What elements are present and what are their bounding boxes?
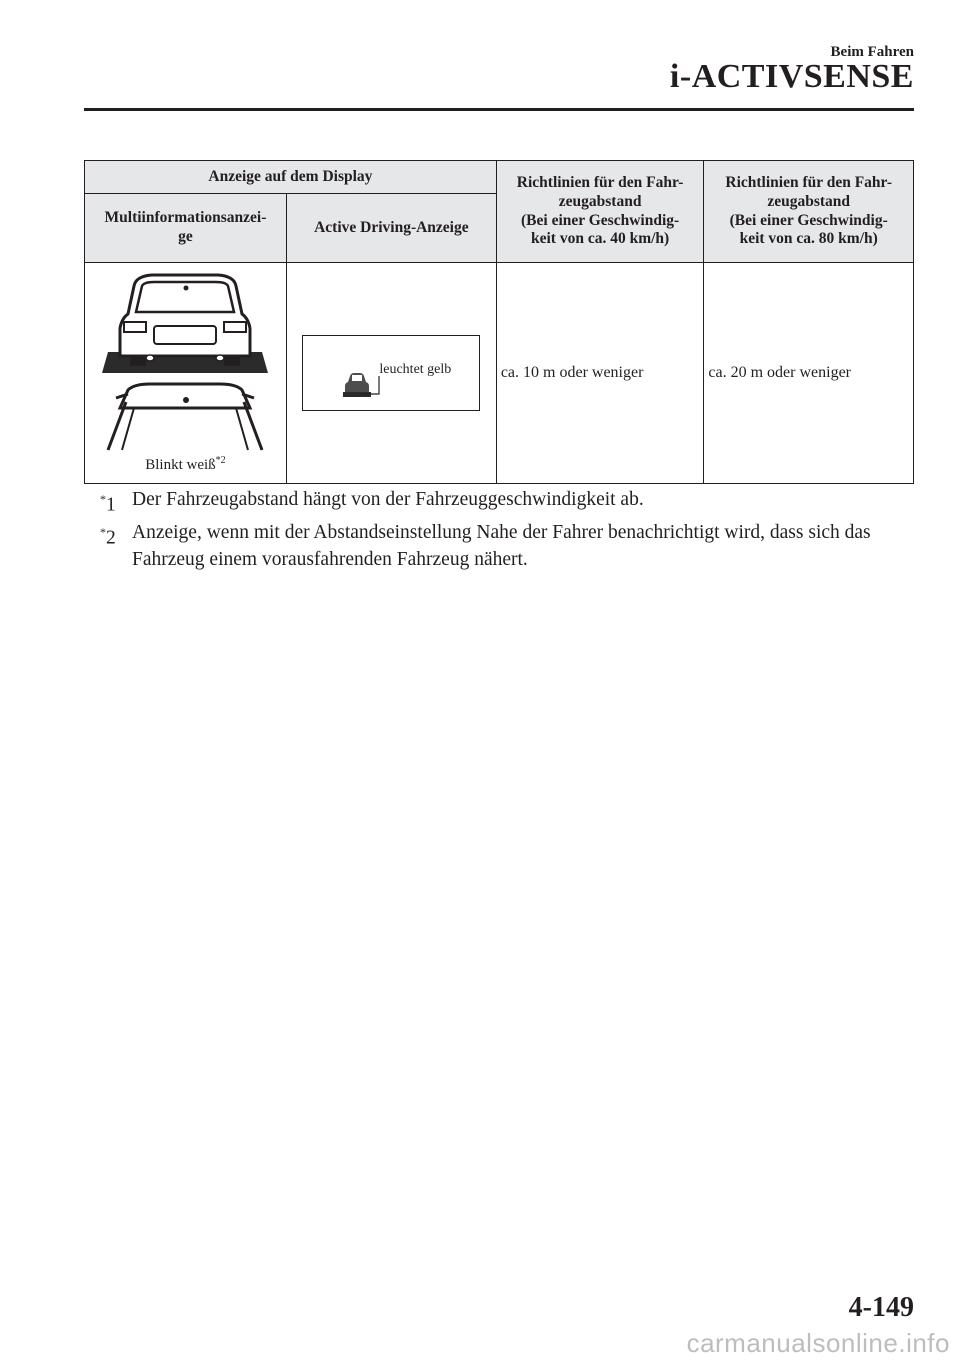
- header-guide-40: Richtlinien für den Fahr- zeugabstand (Bei einer Geschwindig- keit von ca. 40 km/h): [496, 161, 704, 263]
- header-guide-80: Richtlinien für den Fahr- zeugabstand (Bei einer Geschwindig- keit von ca. 80 km/h): [704, 161, 914, 263]
- footnote-1: [100, 486, 920, 519]
- multi-info-figure-cell: [85, 263, 287, 484]
- footnote-mark: *: [100, 524, 106, 539]
- distance-table: [84, 160, 914, 484]
- chapter-title: i-ACTIVSENSE: [669, 58, 914, 95]
- distance-40-cell: ca. 10 m oder weniger: [496, 263, 704, 484]
- active-driving-cell: [286, 263, 496, 484]
- active-driving-display: [302, 335, 480, 411]
- figure-caption: Blinkt weiß: [145, 457, 216, 473]
- vehicle-approach-illustration: [100, 272, 270, 454]
- footnote-text: Der Fahrzeugabstand hängt von der Fahrzeuggeschwindigkeit ab.: [132, 489, 644, 510]
- header-active-driving: Active Driving-Anzeige: [286, 194, 496, 263]
- footnote-mark: *: [100, 492, 106, 506]
- footnote-number: 2: [106, 527, 116, 548]
- footnote-number: 1: [106, 494, 116, 516]
- header-multi-info: Multiinformationsanzei- ge: [85, 194, 287, 263]
- footnote-text: Anzeige, wenn mit der Abstandseinstellung Nahe der Fahrer benachrichtigt wird, dass sich das Fahrzeug einem vorausfahrenden Fahrzeug nähert.: [132, 521, 871, 570]
- callout-line: [359, 376, 383, 398]
- caption-footnote-ref: *2: [215, 455, 226, 466]
- watermark: carmanualsonline.info: [686, 1328, 950, 1358]
- indicator-label: leuchtet gelb: [379, 362, 452, 377]
- header-display: Anzeige auf dem Display: [85, 161, 497, 194]
- footnotes: [100, 486, 920, 573]
- footnote-2: [100, 519, 920, 573]
- distance-80-cell: ca. 20 m oder weniger: [704, 263, 914, 484]
- section-title: Beim Fahren: [830, 44, 914, 60]
- page-number: 4-149: [848, 1292, 914, 1323]
- header-divider: [84, 108, 914, 111]
